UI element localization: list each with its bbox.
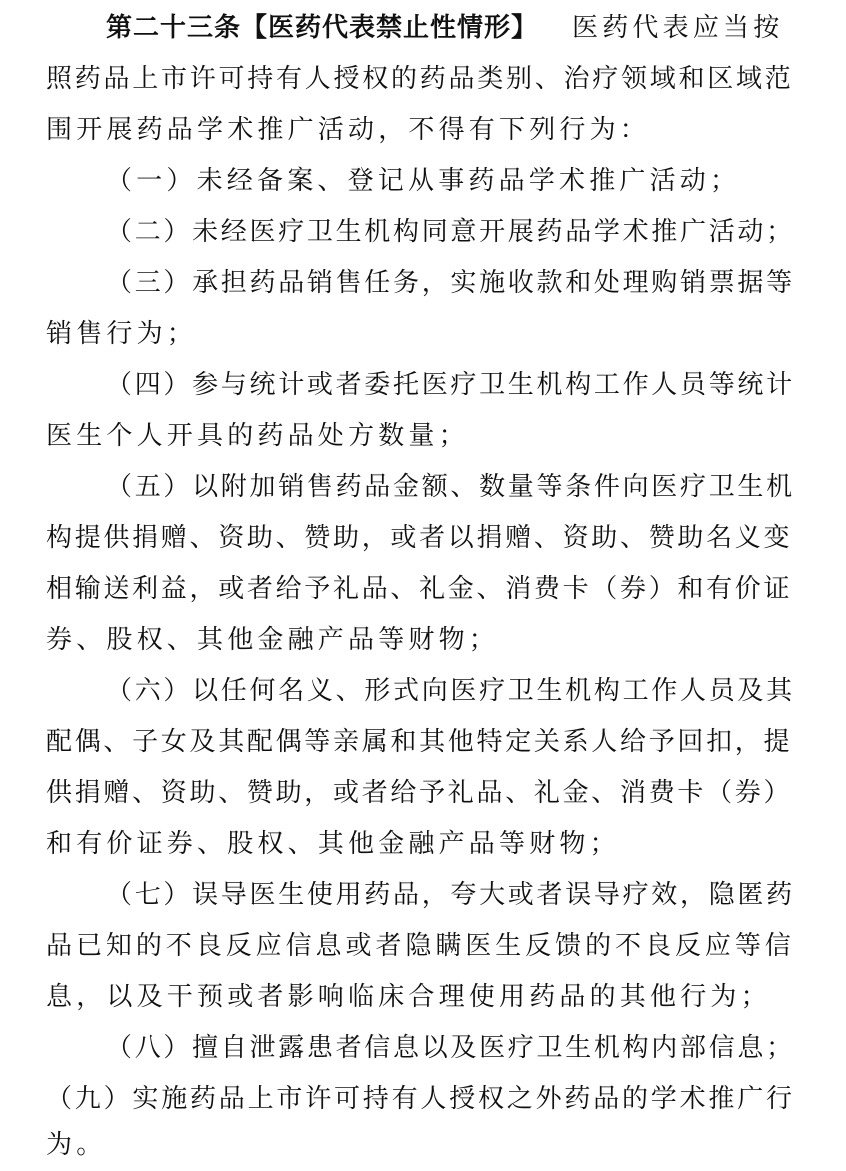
clause-4-continued: 医生个人开具的药品处方数量； bbox=[46, 421, 469, 451]
clause-5-continued: 构提供捐赠、资助、赞助，或者以捐赠、资助、赞助名义变 bbox=[46, 523, 793, 553]
clause-7: （七）误导医生使用药品，夸大或者误导疗效，隐匿药 bbox=[106, 880, 795, 910]
clause-9: （九）实施药品上市许可持有人授权之外药品的学术推广行 bbox=[46, 1084, 795, 1114]
clause-6-continued: 和有价证券、股权、其他金融产品等财物； bbox=[46, 829, 620, 859]
clause-6: （六）以任何名义、形式向医疗卫生机构工作人员及其 bbox=[106, 676, 795, 706]
article-text-line: 照药品上市许可持有人授权的药品类别、治疗领域和区域范 bbox=[46, 64, 794, 94]
clause-7-continued: 品已知的不良反应信息或者隐瞒医生反馈的不良反应等信 bbox=[46, 931, 795, 961]
article-text-line: 医药代表应当按 bbox=[572, 13, 784, 43]
clause-5-continued: 券、股权、其他金融产品等财物； bbox=[46, 625, 500, 655]
clause-8: （八）擅自泄露患者信息以及医疗卫生机构内部信息； bbox=[106, 1033, 795, 1063]
article-text-line: 围开展药品学术推广活动，不得有下列行为： bbox=[46, 115, 651, 145]
clause-2: （二）未经医疗卫生机构同意开展药品学术推广活动； bbox=[106, 217, 795, 247]
clause-5-continued: 相输送利益，或者给予礼品、礼金、消费卡（券）和有价证 bbox=[46, 574, 793, 604]
article-heading: 第二十三条【医药代表禁止性情形】 bbox=[106, 13, 539, 43]
clause-7-continued: 息，以及干预或者影响临床合理使用药品的其他行为； bbox=[46, 982, 771, 1012]
clause-1: （一）未经备案、登记从事药品学术推广活动； bbox=[106, 166, 741, 196]
clause-9-continued: 为。 bbox=[46, 1130, 107, 1160]
clause-4: （四）参与统计或者委托医疗卫生机构工作人员等统计 bbox=[106, 370, 795, 400]
clause-5: （五）以附加销售药品金额、数量等条件向医疗卫生机 bbox=[106, 472, 795, 502]
clause-6-continued: 配偶、子女及其配偶等亲属和其他特定关系人给予回扣，提 bbox=[46, 727, 793, 757]
clause-3-continued: 销售行为； bbox=[46, 319, 198, 349]
clause-3: （三）承担药品销售任务，实施收款和处理购销票据等 bbox=[106, 268, 795, 298]
clause-6-continued: 供捐赠、资助、赞助，或者给予礼品、礼金、消费卡（券） bbox=[46, 778, 793, 808]
article-opening-line bbox=[46, 3, 794, 54]
